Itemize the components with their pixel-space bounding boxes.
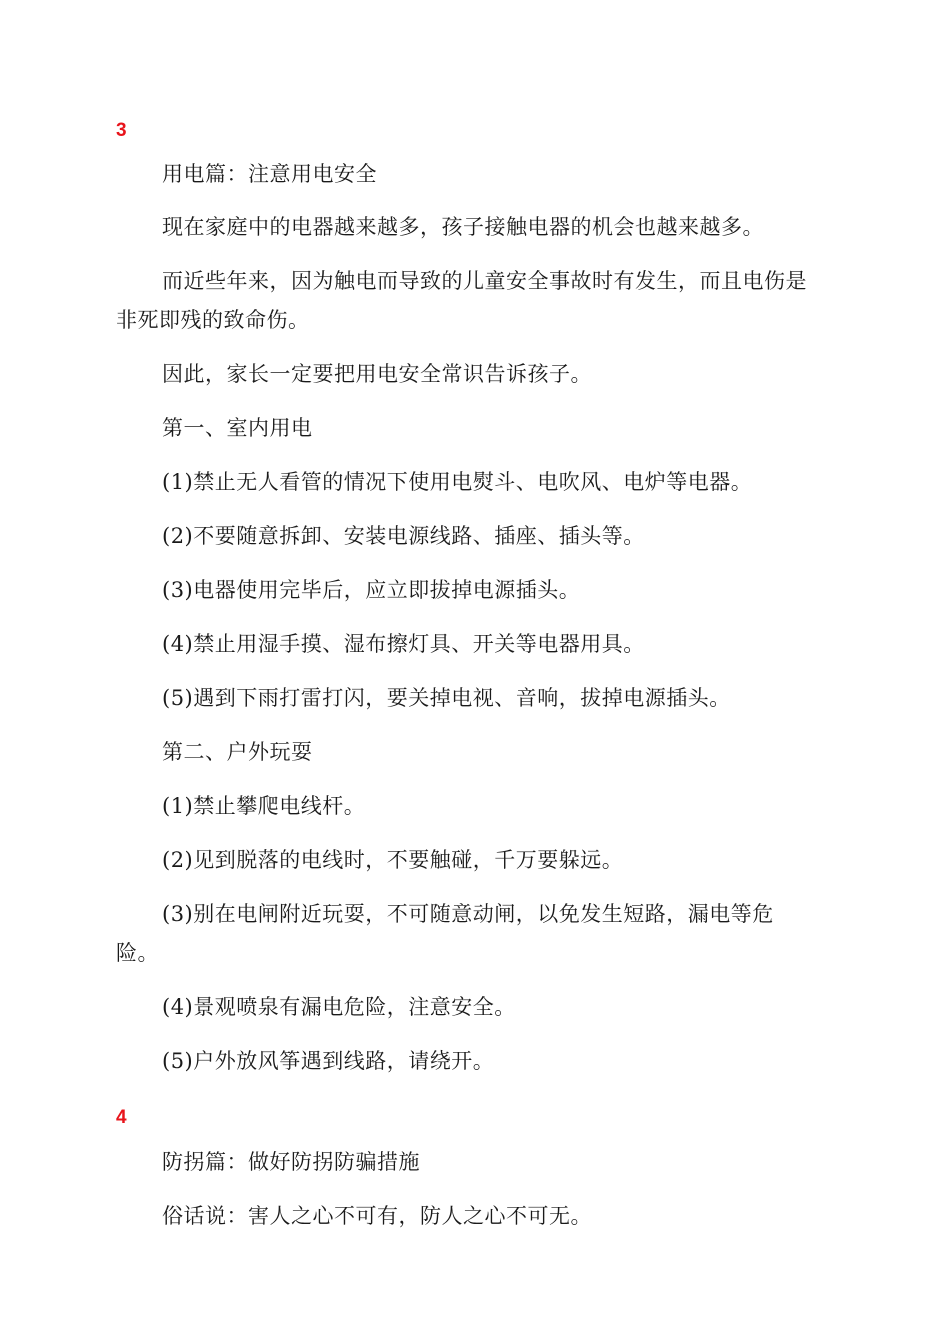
list-item: (4)禁止用湿手摸、湿布擦灯具、开关等电器用具。: [162, 632, 645, 656]
list-item: (1)禁止攀爬电线杆。: [162, 794, 366, 818]
paragraph: 现在家庭中的电器越来越多，孩子接触电器的机会也越来越多。: [162, 215, 764, 239]
section-title: 防拐篇：做好防拐防骗措施: [162, 1150, 420, 1174]
subheading: 第一、室内用电: [162, 416, 313, 440]
list-item: (2)见到脱落的电线时，不要触碰，千万要躲远。: [162, 848, 624, 872]
list-item: (2)不要随意拆卸、安装电源线路、插座、插头等。: [162, 524, 645, 548]
list-item: (1)禁止无人看管的情况下使用电熨斗、电吹风、电炉等电器。: [162, 470, 753, 494]
paragraph-line: 而近些年来，因为触电而导致的儿童安全事故时有发生，而且电伤是: [162, 269, 807, 293]
section-title: 用电篇：注意用电安全: [162, 162, 377, 186]
list-item: (3)电器使用完毕后，应立即拔掉电源插头。: [162, 578, 581, 602]
paragraph-line: 非死即残的致命伤。: [116, 308, 310, 332]
section-number: 4: [116, 1107, 127, 1128]
paragraph: 俗话说：害人之心不可有，防人之心不可无。: [162, 1204, 592, 1228]
list-item: (5)遇到下雨打雷打闪，要关掉电视、音响，拔掉电源插头。: [162, 686, 731, 710]
list-item-line: (3)别在电闸附近玩耍，不可随意动闸，以免发生短路，漏电等危: [162, 902, 774, 926]
list-item: (4)景观喷泉有漏电危险，注意安全。: [162, 995, 516, 1019]
list-item-line: 险。: [116, 941, 159, 965]
section-number: 3: [116, 120, 127, 141]
list-item: (5)户外放风筝遇到线路，请绕开。: [162, 1049, 495, 1073]
paragraph: 因此，家长一定要把用电安全常识告诉孩子。: [162, 362, 592, 386]
subheading: 第二、户外玩耍: [162, 740, 313, 764]
